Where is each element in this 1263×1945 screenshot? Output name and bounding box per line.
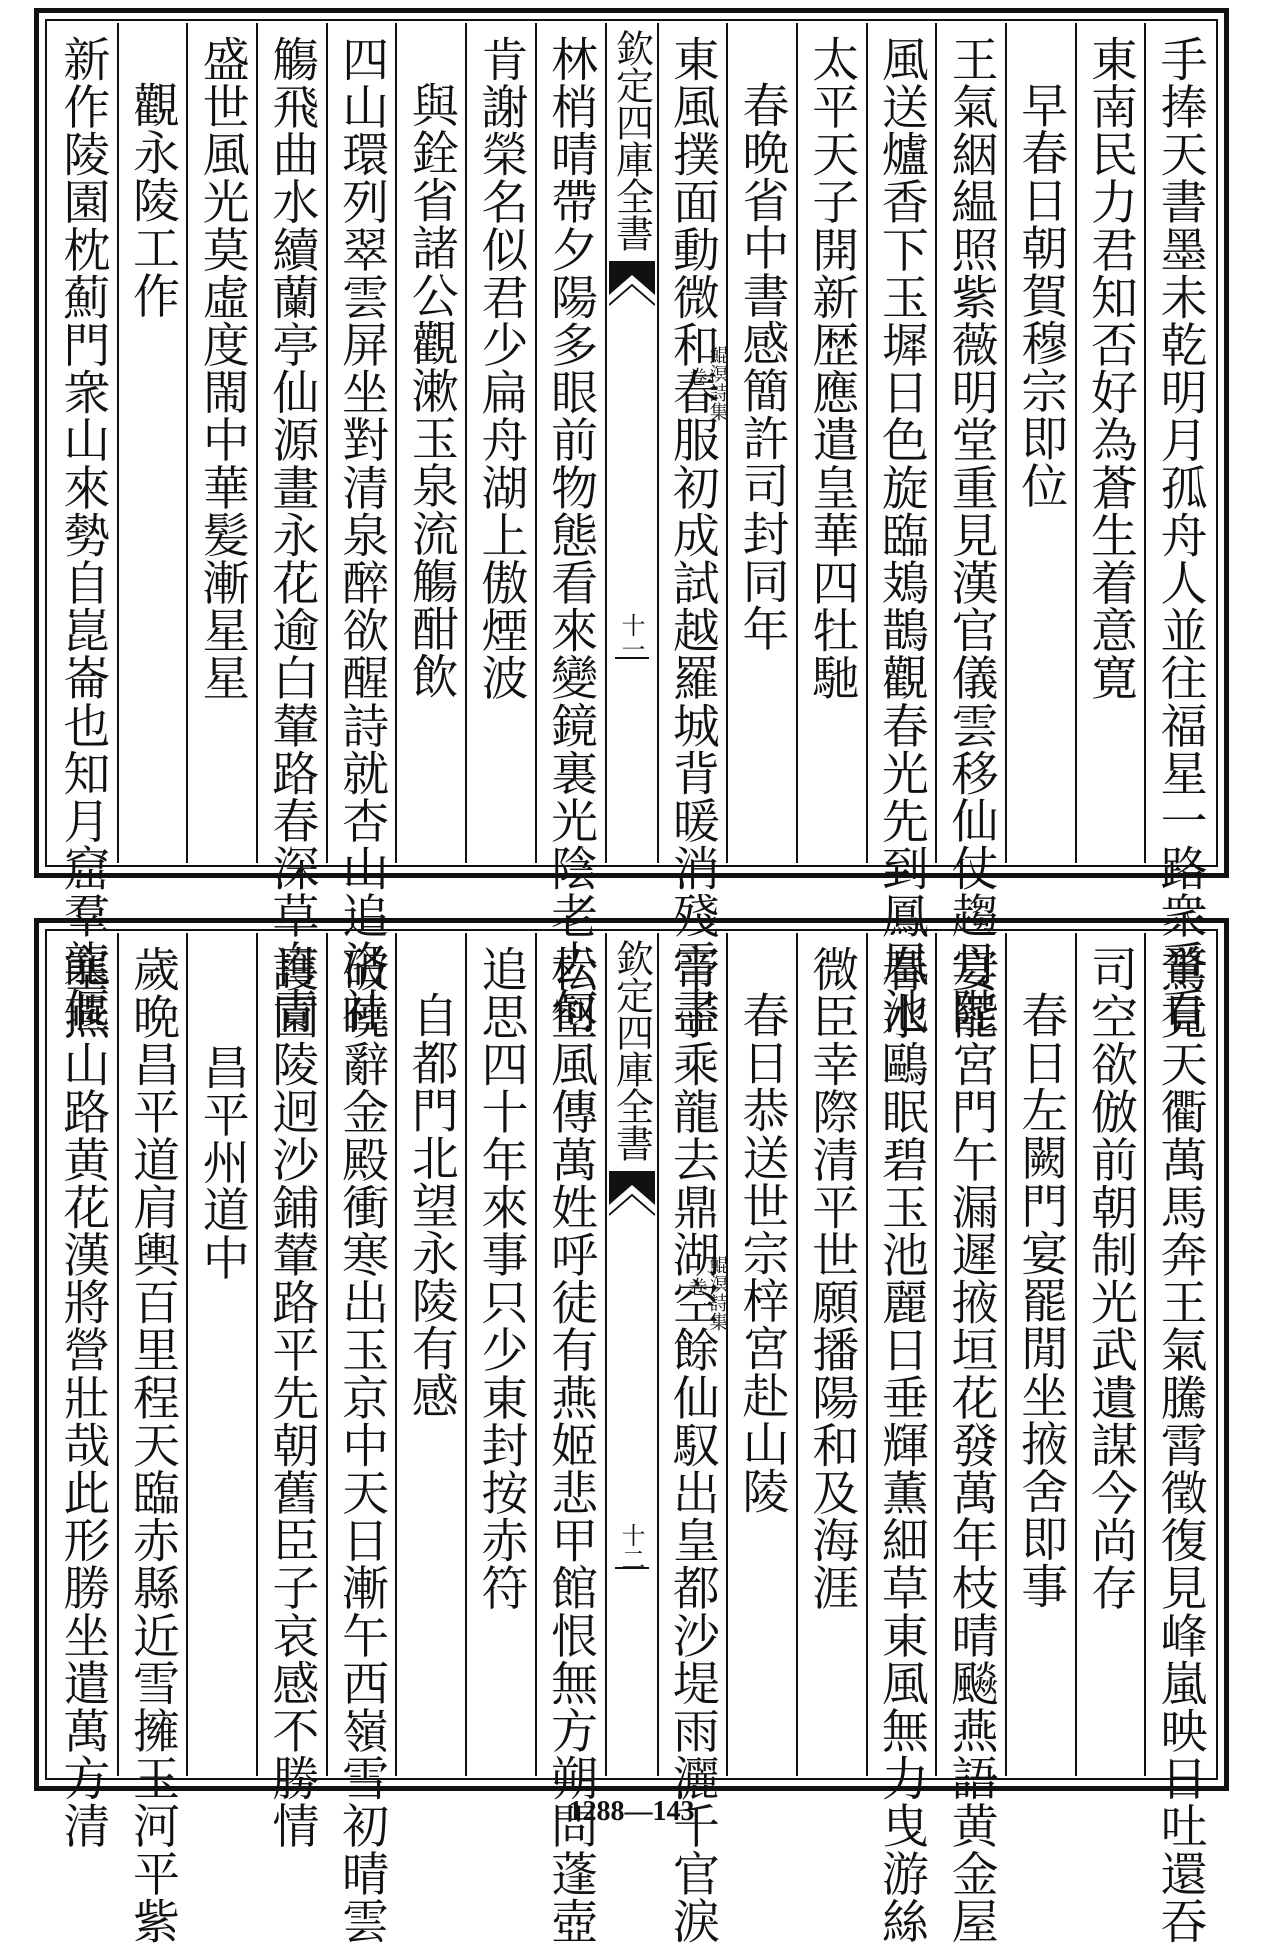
poem-title: 觀永陵工作 [125, 81, 181, 319]
poem-line: 太平天子開新歴應遣皇華四牡馳 [804, 35, 860, 702]
volume-number: 卷一 [685, 1277, 708, 1315]
poem-line: 追思四十年來事只少東封按赤符 [473, 945, 529, 1612]
text-column [535, 23, 605, 1035]
poem-line: 松壑風傳萬姓呼徒有燕姬悲甲館恨無方朔問蓬壺 [543, 945, 599, 1945]
page-number-footer: 1288—143 [568, 1796, 695, 1827]
text-column [395, 933, 465, 1776]
top-page-columns [49, 23, 1214, 1035]
poem-line: 手捧天書墨未乾明月孤舟人並往福星一路衆爭看 [1152, 35, 1208, 1035]
poem-line: 新作陵園枕薊門衆山來勢自崑崙也知月窟羣龍偃 [55, 35, 111, 1035]
book-title: 鯤溟詩集 [706, 1255, 729, 1331]
poem-line: 春水鷗眠碧玉池麗日垂輝薫細草東風無力曳游絲 [873, 945, 929, 1945]
poem-title: 春日左闕門宴罷閒坐掖舍即事 [1013, 991, 1069, 1610]
text-column [117, 23, 187, 863]
text-column [326, 933, 396, 1945]
text-column [935, 23, 1005, 1035]
poem-line: 四山環列翠雲屏坐對清泉醉欲醒詩就杏山追洛社 [334, 35, 390, 1035]
text-column [866, 933, 936, 1945]
text-column [117, 933, 187, 1945]
volume-number: 卷一 [685, 367, 708, 405]
poem-line: 風送爐香下玉墀日色旋臨鳷鵲觀春光先到鳳凰池 [873, 35, 929, 1035]
text-column [657, 933, 727, 1945]
poem-line: 歲晩昌平道肩輿百里程天臨赤縣近雪擁玉河平紫 [125, 945, 181, 1945]
poem-title: 自都門北望永陵有感 [403, 991, 459, 1420]
text-column [726, 23, 796, 863]
poem-line: 破曉辭金殿衝寒出玉京中天日漸午西嶺雪初晴雲 [334, 945, 390, 1945]
text-column [49, 23, 117, 1035]
book-title: 鯤溟詩集 [706, 345, 729, 421]
leaf-number: 十一 [617, 613, 645, 661]
poem-line: 帝子乘龍去鼎湖空餘仙馭出皇都沙堤雨灑千官淚 [664, 945, 720, 1945]
text-column [1005, 933, 1075, 1776]
text-column [256, 23, 326, 1035]
poem-title: 早春日朝賀穆宗即位 [1013, 81, 1069, 510]
text-column [796, 23, 866, 863]
volume-label [611, 1255, 727, 1331]
poem-line: 林梢晴帶夕陽多眼前物態看來變鏡裏光陰老去何 [543, 35, 599, 1035]
text-column [657, 23, 727, 1035]
text-column [49, 933, 117, 1850]
text-column [465, 933, 535, 1776]
poem-line: 肯謝榮名似君少扁舟湖上傲煙波 [473, 35, 529, 702]
collection-title: 欽定四庫全書 [609, 939, 654, 1161]
poem-line: 王氣絪緼照紫薇明堂重見漢官儀雲移仙仗趨丹陛 [943, 35, 999, 1035]
text-column [1005, 23, 1075, 863]
text-column [935, 933, 1005, 1945]
poem-title: 與銓省諸公觀漱玉泉流觴酣飲 [403, 81, 459, 700]
poem-line: 宴罷宮門午漏遲掖垣花發萬年枝晴飈燕語黄金屋 [943, 945, 999, 1945]
poem-line: 東南民力君知否好為蒼生着意寛 [1082, 35, 1138, 702]
text-column [1075, 23, 1145, 863]
poem-line: 護園陵迥沙鋪輦路平先朝舊臣子哀感不勝情 [264, 945, 320, 1850]
text-column [1075, 933, 1145, 1776]
top-page [34, 8, 1229, 1035]
collection-title: 欽定四庫全書 [609, 29, 654, 251]
text-column [1144, 23, 1214, 1035]
text-column [796, 933, 866, 1776]
poem-line: 微臣幸際清平世願播陽和及海涯 [804, 945, 860, 1612]
fishtail-mark-icon [609, 261, 655, 307]
poem-line: 鶩見天衢萬馬奔王氣騰霄徵復見峰嵐映日吐還吞 [1152, 945, 1208, 1945]
text-column [326, 23, 396, 1035]
poem-line: 觴飛曲水續蘭亭仙源畫永花逾白輦路春深草自青 [264, 35, 320, 1035]
poem-line: 塞燕山路黄花漢將營壯哉此形勝坐遣萬方清 [55, 945, 111, 1850]
text-column [186, 933, 256, 1776]
poem-title: 春晩省中書感簡許司封同年 [734, 81, 790, 653]
poem-line: 司空欲倣前朝制光武遺謀今尚存 [1082, 945, 1138, 1612]
text-column [535, 933, 605, 1945]
text-column [395, 23, 465, 863]
spine-rule [615, 657, 649, 659]
volume-label [611, 345, 727, 421]
fishtail-mark-icon [609, 1171, 655, 1217]
poem-line: 盛世風光莫虛度閙中華髪漸星星 [194, 35, 250, 702]
text-column [186, 23, 256, 863]
text-column [465, 23, 535, 863]
text-column [256, 933, 326, 1850]
poem-title: 昌平州道中 [194, 1043, 250, 1281]
text-column [866, 23, 936, 1035]
poem-line: 東風撲面動微和春服初成試越羅城背暖消殘雪盡 [664, 35, 720, 1035]
text-column [1144, 933, 1214, 1945]
spine-rule [615, 1567, 649, 1569]
poem-title: 春日恭送世宗梓宮赴山陵 [734, 991, 790, 1515]
text-column [726, 933, 796, 1776]
leaf-number: 十二 [617, 1523, 645, 1571]
